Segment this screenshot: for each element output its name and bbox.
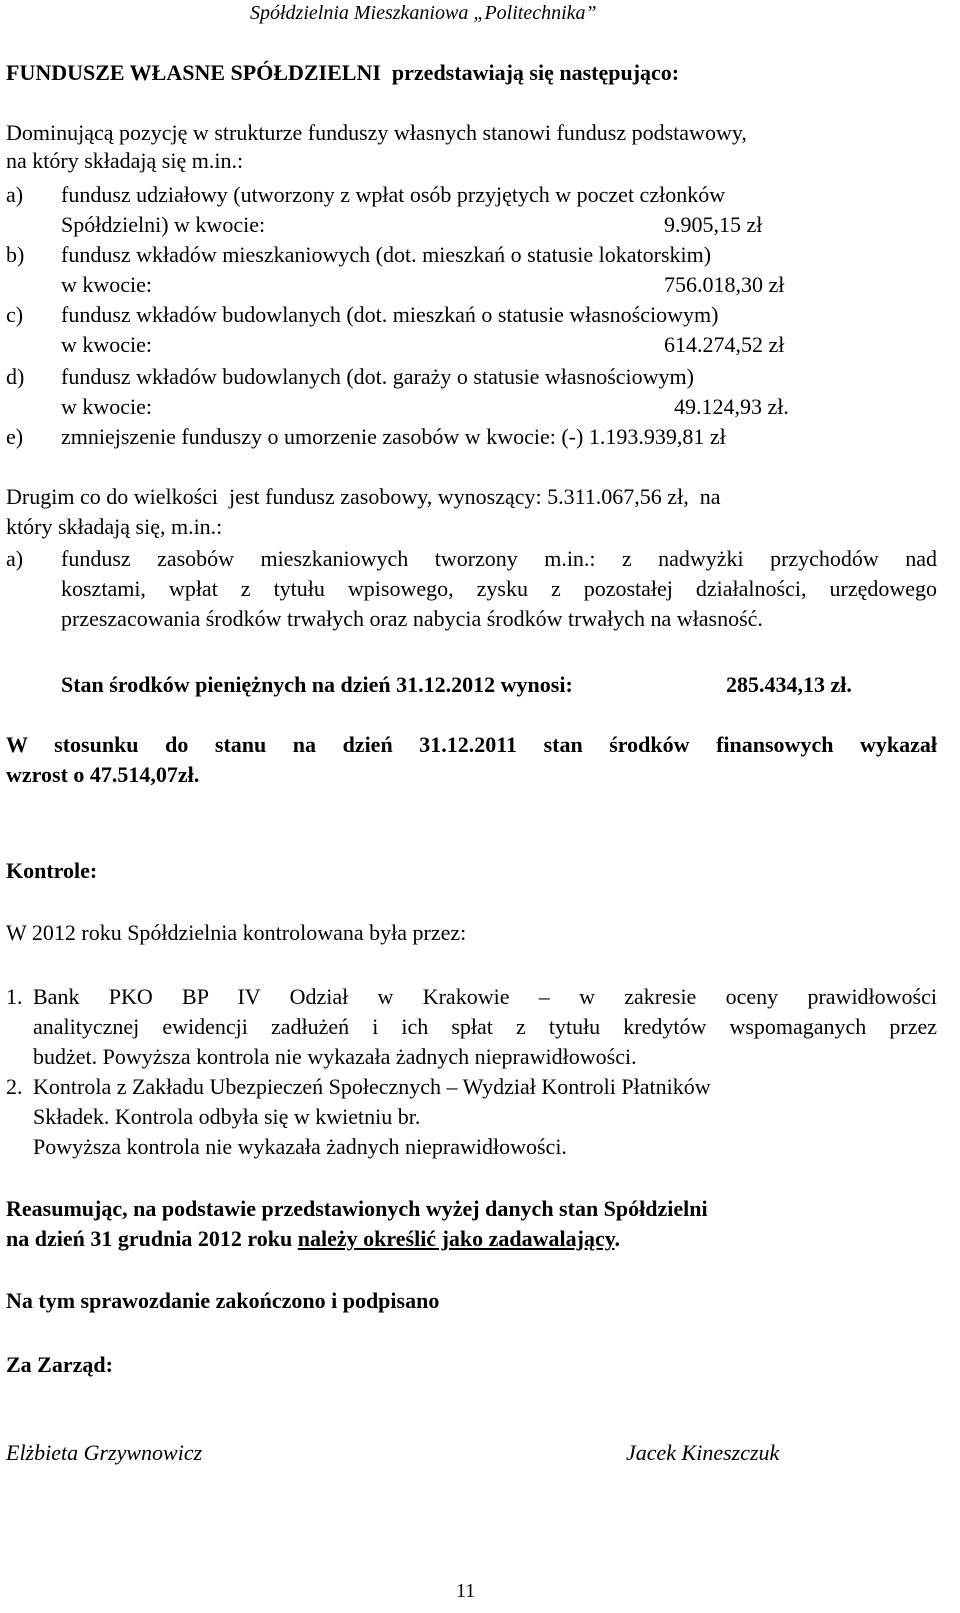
fund-b-line-2: w kwocie: xyxy=(61,272,153,297)
summary-text: na dzień 31 grudnia 2012 roku xyxy=(6,1226,293,1251)
reserve-item-line-1: fundusz zasobów mieszkaniowych tworzony m.in.: z nadwyżki przychodów nad xyxy=(61,546,937,571)
cash-label: Stan środków pieniężnych na dzień 31.12.2012 wynosi: xyxy=(61,672,573,697)
cash-amount: 285.434,13 zł. xyxy=(726,672,852,697)
fund-c-amount: 614.274,52 zł xyxy=(664,332,785,357)
fund-d-line-1: fundusz wkładów budowlanych (dot. garaży o statusie własnościowym) xyxy=(61,364,694,389)
fund-d-line-2: w kwocie: xyxy=(61,394,153,419)
reserve-item-marker: a) xyxy=(6,546,24,571)
fund-a-line-1: fundusz udziałowy (utworzony z wpłat osób przyjętych w poczet członków xyxy=(61,182,726,207)
summary-conclusion: należy określić jako zadawalający xyxy=(297,1226,615,1251)
closing-statement: Na tym sprawozdanie zakończono i podpisano xyxy=(6,1288,440,1313)
fund-b-amount: 756.018,30 zł xyxy=(664,272,785,297)
controls-title: Kontrole: xyxy=(6,858,98,883)
board-label: Za Zarząd: xyxy=(6,1352,113,1377)
control-1-line-3: budżet. Powyższa kontrola nie wykazała żadnych nieprawidłowości. xyxy=(33,1044,637,1069)
summary-line-1: Reasumując, na podstawie przedstawionych wyżej danych stan Spółdzielni xyxy=(6,1196,708,1221)
fund-b-line-1: fundusz wkładów mieszkaniowych (dot. mieszkań o statusie lokatorskim) xyxy=(61,242,712,267)
fund-e-marker: e) xyxy=(6,424,24,449)
fund-a-marker: a) xyxy=(6,182,24,207)
section-title: FUNDUSZE WŁASNE SPÓŁDZIELNI przedstawiają się następująco: xyxy=(6,60,680,85)
fund-d-marker: d) xyxy=(6,364,25,389)
intro-line-2: na który składają się m.in.: xyxy=(6,148,244,173)
control-2-line-3: Powyższa kontrola nie wykazała żadnych nieprawidłowości. xyxy=(33,1134,567,1159)
control-1-line-1: Bank PKO BP IV Odział w Krakowie – w zakresie oceny prawidłowości xyxy=(33,984,937,1009)
fund-c-line-1: fundusz wkładów budowlanych (dot. mieszkań o statusie własnościowym) xyxy=(61,302,719,327)
control-1-line-2: analitycznej ewidencji zadłużeń i ich spłat z tytułu kredytów wspomaganych przez xyxy=(33,1014,937,1039)
change-line-2: wzrost o 47.514,07zł. xyxy=(6,762,200,787)
reserve-item-line-2: kosztami, wpłat z tytułu wpisowego, zysku z pozostałej działalności, urzędowego xyxy=(61,576,937,601)
reserve-item-line-3: przeszacowania środków trwałych oraz nabycia środków trwałych na własność. xyxy=(61,606,763,631)
fund-c-line-2: w kwocie: xyxy=(61,332,153,357)
reserve-fund-line-1: Drugim co do wielkości jest fundusz zasobowy, wynoszący: 5.311.067,56 zł, na xyxy=(6,484,721,509)
control-1-marker: 1. xyxy=(6,984,23,1009)
signatory-2: Jacek Kineszczuk xyxy=(626,1440,780,1465)
fund-c-marker: c) xyxy=(6,302,24,327)
change-line-1: W stosunku do stanu na dzień 31.12.2011 stan środków finansowych wykazał xyxy=(6,732,937,757)
summary-period: . xyxy=(614,1226,621,1251)
page-number: 11 xyxy=(456,1580,476,1602)
control-2-line-2: Składek. Kontrola odbyła się w kwietniu br. xyxy=(33,1104,421,1129)
page-header: Spółdzielnia Mieszkaniowa „Politechnika” xyxy=(250,2,597,24)
fund-b-marker: b) xyxy=(6,242,25,267)
control-2-line-1: Kontrola z Zakładu Ubezpieczeń Społecznych – Wydział Kontroli Płatników xyxy=(33,1074,711,1099)
reserve-fund-line-2: który składają się, m.in.: xyxy=(6,514,223,539)
controls-intro: W 2012 roku Spółdzielnia kontrolowana była przez: xyxy=(6,920,467,945)
fund-a-amount: 9.905,15 zł xyxy=(664,212,763,237)
fund-e-line-1: zmniejszenie funduszy o umorzenie zasobów w kwocie: (-) 1.193.939,81 zł xyxy=(61,424,726,449)
control-2-marker: 2. xyxy=(6,1074,23,1099)
signatory-1: Elżbieta Grzywnowicz xyxy=(6,1440,203,1465)
intro-line-1: Dominującą pozycję w strukturze funduszy własnych stanowi fundusz podstawowy, xyxy=(6,120,747,145)
fund-d-amount: 49.124,93 zł. xyxy=(674,394,789,419)
fund-a-line-2: Spółdzielni) w kwocie: xyxy=(61,212,266,237)
summary-line-2 xyxy=(6,1226,620,1252)
